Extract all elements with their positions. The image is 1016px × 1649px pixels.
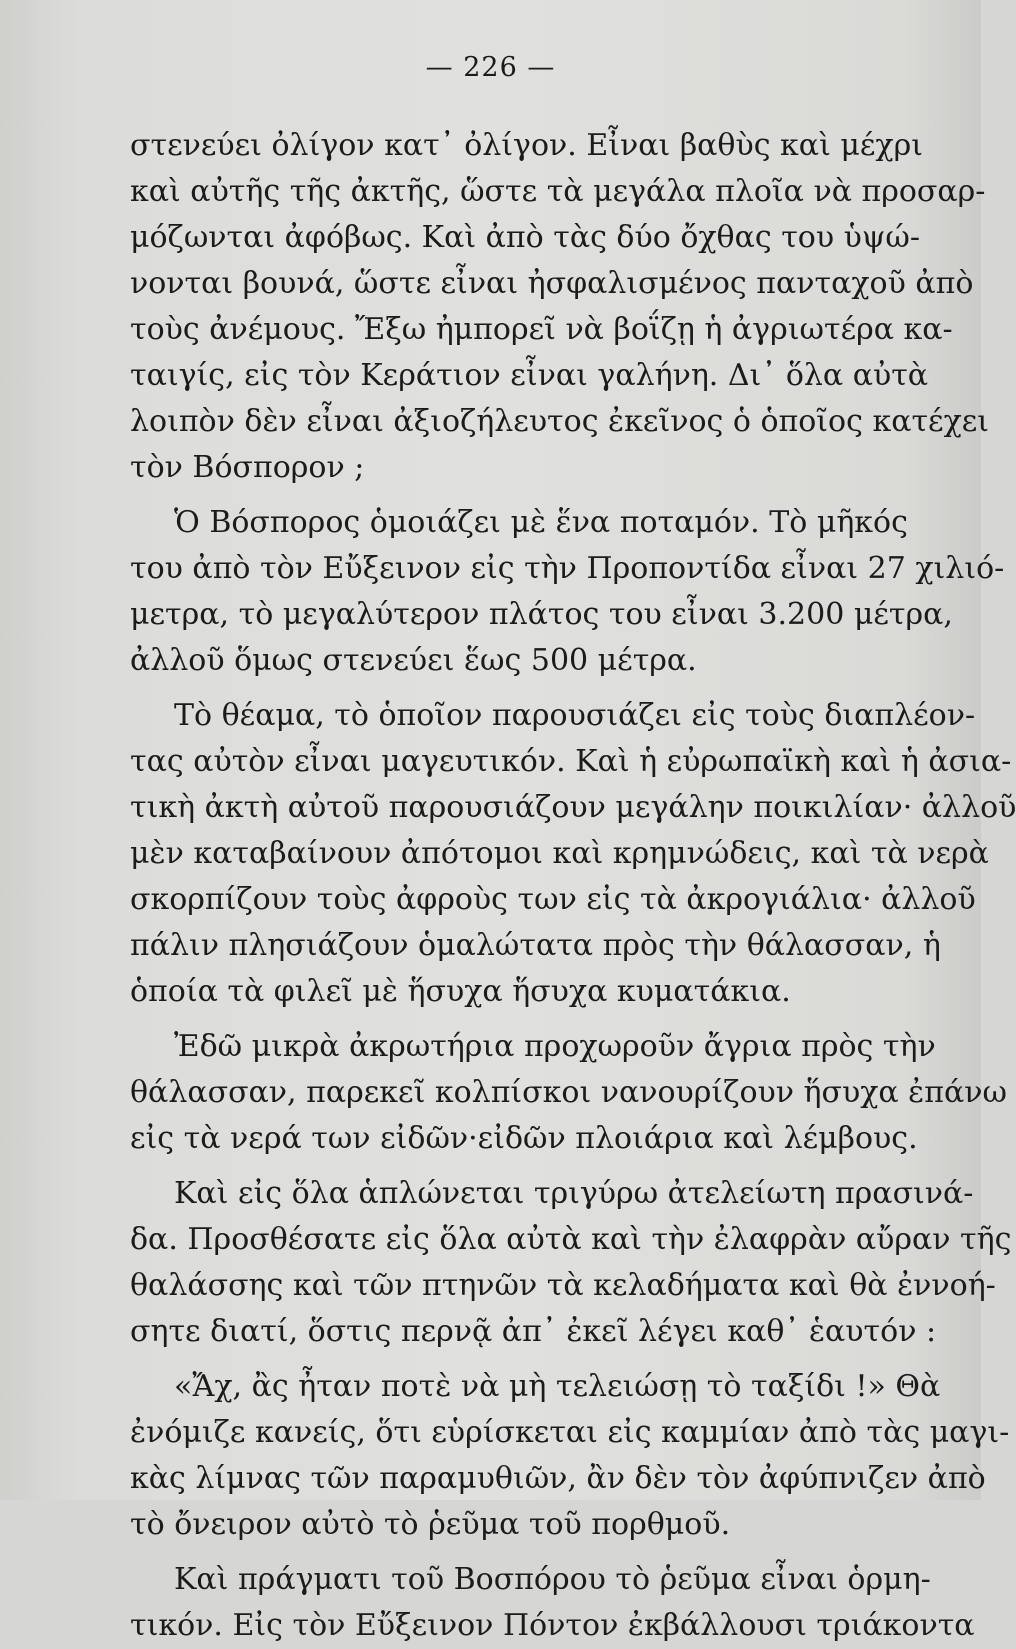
text-line: Τὸ θέαμα, τὸ ὁποῖον παρουσιάζει εἰς τοὺς διαπλέον-	[174, 698, 976, 733]
paragraph-gap	[130, 491, 892, 500]
text-line: Καὶ εἰς ὅλα ἁπλώνεται τριγύρω ἀτελείωτη πρασινά-	[174, 1176, 974, 1211]
text-line: στενεύει ὀλίγον κατ᾽ ὀλίγον. Εἶναι βαθὺς καὶ μέχρι	[130, 128, 923, 163]
text-line: Ὁ Βόσπορος ὁμοιάζει μὲ ἕνα ποταμόν. Τὸ μῆκός	[174, 505, 908, 540]
text-line: «Ἄχ, ἂς ἦταν ποτὲ νὰ μὴ τελειώσῃ τὸ ταξίδι !» Θὰ	[174, 1369, 941, 1404]
text-line: τικὴ ἀκτὴ αὐτοῦ παρουσιάζουν μεγάλην ποικιλίαν· ἀλλοῦ	[130, 790, 1016, 825]
text-line: Καὶ πράγματι τοῦ Βοσπόρου τὸ ῥεῦμα εἶναι ὁρμη-	[174, 1562, 931, 1597]
text-line: ἐνόμιζε κανείς, ὅτι εὑρίσκεται εἰς καμμίαν ἀπὸ τὰς μαγι-	[130, 1415, 1010, 1450]
body-text	[130, 123, 1016, 1649]
text-line: ἀλλοῦ ὅμως στενεύει ἕως 500 μέτρα.	[130, 643, 697, 678]
text-line: πάλιν πλησιάζουν ὁμαλώτατα πρὸς τὴν θάλασσαν, ἡ	[130, 928, 941, 963]
text-line: λοιπὸν δὲν εἶναι ἀξιοζήλευτος ἐκεῖνος ὁ ὁποῖος κατέχει	[130, 404, 990, 439]
text-line: του ἀπὸ τὸν Εὔξεινον εἰς τὴν Προποντίδα εἶναι 27 χιλιό-	[130, 551, 1005, 586]
paragraph-gap	[130, 684, 892, 693]
text-line: τας αὐτὸν εἶναι μαγευτικόν. Καὶ ἡ εὐρωπαϊκὴ καὶ ἡ ἀσια-	[130, 744, 1012, 779]
text-line: μετρα, τὸ μεγαλύτερον πλάτος του εἶναι 3.200 μέτρα,	[130, 597, 953, 632]
paragraph	[130, 500, 1005, 684]
text-line: Ἐδῶ μικρὰ ἀκρωτήρια προχωροῦν ἄγρια πρὸς τὴν	[174, 1029, 936, 1064]
text-line: κὰς λίμνας τῶν παραμυθιῶν, ἂν δὲν τὸν ἀφύπνιζεν ἀπὸ	[130, 1461, 986, 1496]
text-line: ταιγίς, εἰς τὸν Κεράτιον εἶναι γαλήνη. Δι᾽ ὅλα αὐτὰ	[130, 358, 929, 393]
paragraph	[130, 123, 990, 491]
paragraph	[130, 1024, 1007, 1162]
text-line: θαλάσσης καὶ τῶν πτηνῶν τὰ κελαδήματα καὶ θὰ ἐννοή-	[130, 1268, 996, 1303]
text-line: θάλασσαν, παρεκεῖ κολπίσκοι νανουρίζουν ἥσυχα ἐπάνω	[130, 1075, 1007, 1110]
paragraph-gap	[130, 1162, 892, 1171]
text-line: τὸν Βόσπορον ;	[130, 450, 365, 485]
text-line: καὶ αὐτῆς τῆς ἀκτῆς, ὥστε τὰ μεγάλα πλοῖα νὰ προσαρ-	[130, 174, 986, 209]
paragraph-gap	[130, 1015, 892, 1024]
paragraph	[130, 693, 1016, 1015]
paragraph	[130, 1557, 975, 1649]
text-line: σκορπίζουν τοὺς ἀφροὺς των εἰς τὰ ἀκρογιάλια· ἀλλοῦ	[130, 882, 976, 917]
text-line: τικόν. Εἰς τὸν Εὔξεινον Πόντον ἐκβάλλουσι τριάκοντα	[130, 1608, 975, 1643]
text-line: τοὺς ἀνέμους. Ἔξω ἠμπορεῖ νὰ βοΐζῃ ἡ ἀγριωτέρα κα-	[130, 312, 953, 347]
text-line: δα. Προσθέσατε εἰς ὅλα αὐτὰ καὶ τὴν ἐλαφρὰν αὔραν τῆς	[130, 1222, 1012, 1257]
paragraph-gap	[130, 1548, 892, 1557]
text-line: σητε διατί, ὅστις περνᾷ ἀπ᾽ ἐκεῖ λέγει καθ᾽ ἑαυτόν :	[130, 1314, 937, 1349]
paragraph	[130, 1171, 1012, 1355]
text-line: εἰς τὰ νερά των εἰδῶν·εἰδῶν πλοιάρια καὶ λέμβους.	[130, 1121, 918, 1156]
paragraph	[130, 1364, 1010, 1548]
text-line: τὸ ὄνειρον αὐτὸ τὸ ῥεῦμα τοῦ πορθμοῦ.	[130, 1507, 731, 1542]
text-line: ὁποία τὰ φιλεῖ μὲ ἥσυχα ἥσυχα κυματάκια.	[130, 974, 791, 1009]
text-line: μὲν καταβαίνουν ἀπότομοι καὶ κρημνώδεις, καὶ τὰ νερὰ	[130, 836, 989, 871]
text-line: μόζωνται ἀφόβως. Καὶ ἀπὸ τὰς δύο ὄχθας του ὑψώ-	[130, 220, 921, 255]
paragraph-gap	[130, 1355, 892, 1364]
page-number: — 226 —	[425, 52, 556, 83]
text-line: νονται βουνά, ὥστε εἶναι ἠσφαλισμένος πανταχοῦ ἀπὸ	[130, 266, 974, 301]
